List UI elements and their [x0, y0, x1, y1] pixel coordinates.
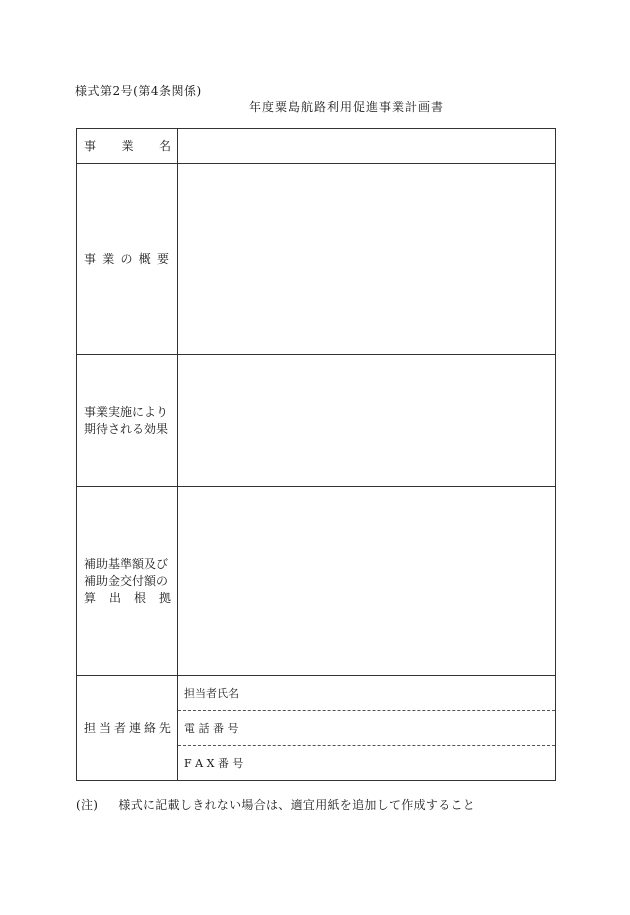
plan-form-table: [76, 128, 556, 781]
expected-effect-row: [77, 355, 556, 487]
contact-row: [77, 676, 556, 781]
expected-effect-field[interactable]: [178, 355, 556, 487]
overview-field[interactable]: [178, 164, 556, 355]
contact-label: 担 当 者 連 絡 先: [77, 676, 178, 781]
project-name-row: [77, 129, 556, 164]
project-name-field[interactable]: [178, 129, 556, 164]
calculation-basis-row: [77, 487, 556, 676]
contact-details: [178, 676, 556, 781]
expected-effect-label: 事業実施により 期待される効果: [77, 355, 178, 487]
fax-label: F A X 番 号: [184, 757, 244, 770]
fax-field[interactable]: [178, 746, 555, 780]
calculation-basis-field[interactable]: [178, 487, 556, 676]
footnote-text: 様式に記載しきれない場合は、適宜用紙を追加して作成すること: [118, 798, 476, 812]
phone-label: 電 話 番 号: [184, 722, 239, 735]
form-number: 様式第2号(第4条関係): [75, 84, 202, 98]
overview-row: [77, 164, 556, 355]
footnote: [76, 796, 475, 813]
calculation-basis-label: 補助基準額及び 補助金交付額の 算 出 根 拠: [77, 487, 178, 676]
phone-field[interactable]: [178, 711, 555, 746]
document-title: 年度粟島航路利用促進事業計画書: [249, 100, 445, 114]
footnote-prefix: (注): [76, 798, 99, 812]
person-name-field[interactable]: [178, 676, 555, 711]
person-name-label: 担当者氏名: [184, 687, 239, 700]
overview-label: 事 業 の 概 要: [77, 164, 178, 355]
project-name-label: 事 業 名: [77, 129, 178, 164]
